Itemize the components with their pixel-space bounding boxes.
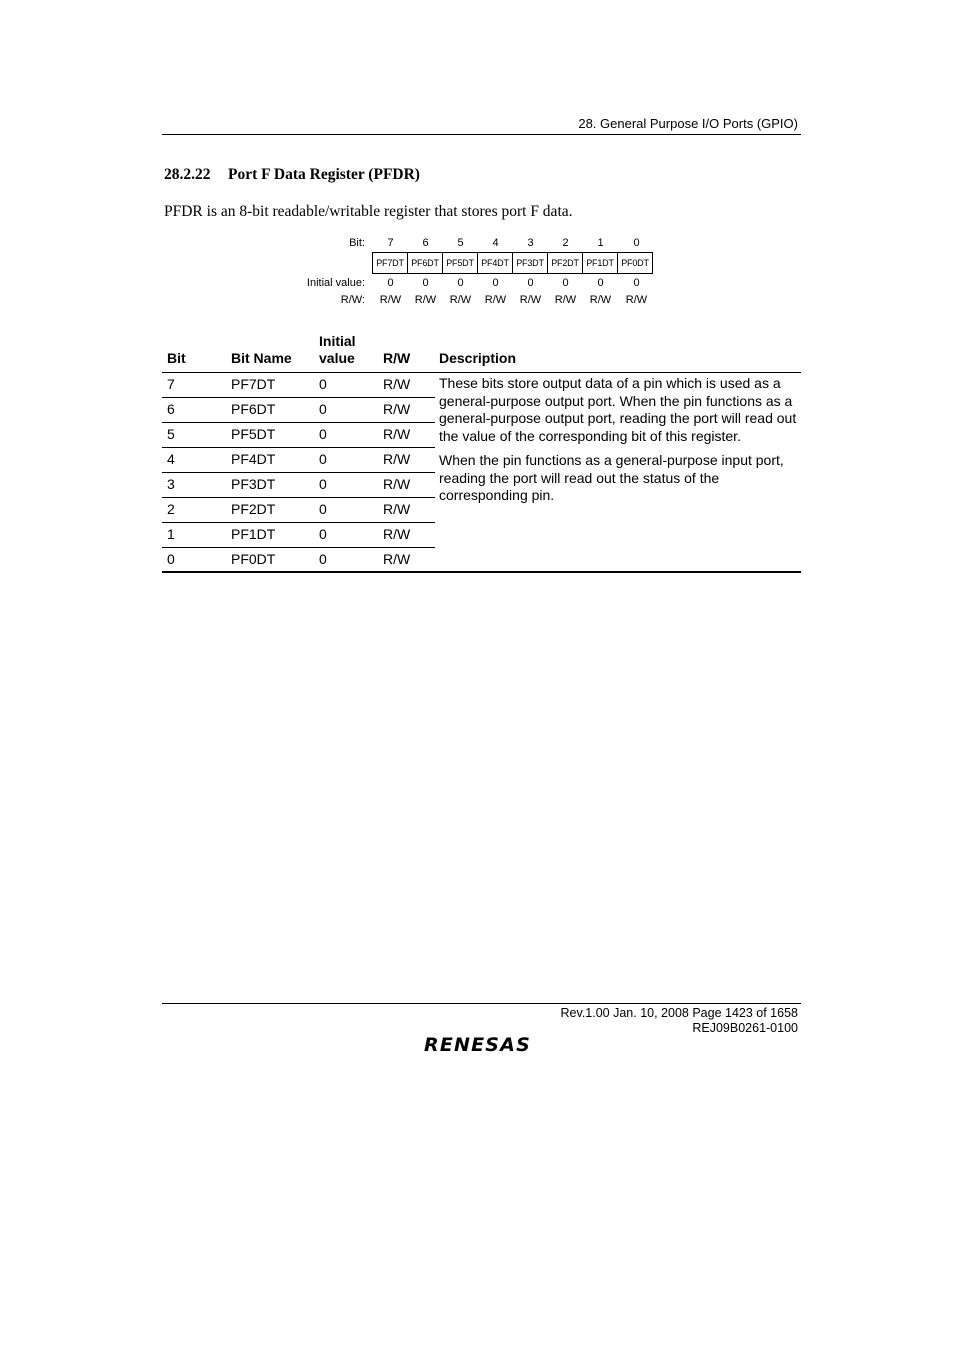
register-field: PF0DT	[618, 253, 653, 273]
table-row	[162, 498, 435, 523]
cell-initial: 0	[319, 551, 327, 567]
initial-value-label: Initial value:	[306, 277, 365, 289]
renesas-logo	[422, 1032, 542, 1061]
register-initial-row	[0, 277, 954, 293]
initial-value: 0	[562, 277, 569, 289]
register-field: PF6DT	[408, 253, 443, 273]
cell-initial: 0	[319, 401, 327, 417]
footer-doc-number: REJ09B0261-0100	[692, 1021, 798, 1035]
header-bit-name: Bit Name	[231, 350, 292, 366]
section-heading	[164, 166, 420, 184]
header-initial-line2: value	[319, 350, 355, 366]
cell-initial: 0	[319, 426, 327, 442]
cell-initial: 0	[319, 451, 327, 467]
rw-value: R/W	[379, 294, 402, 306]
initial-value: 0	[597, 277, 604, 289]
initial-value: 0	[527, 277, 534, 289]
cell-bit: 3	[167, 476, 175, 492]
running-header: 28. General Purpose I/O Ports (GPIO)	[578, 116, 798, 131]
cell-bit: 7	[167, 376, 175, 392]
rw-value: R/W	[589, 294, 612, 306]
cell-initial: 0	[319, 526, 327, 542]
bit-number: 1	[597, 237, 604, 249]
bit-number: 7	[387, 237, 394, 249]
table-row	[162, 548, 435, 572]
cell-bit: 5	[167, 426, 175, 442]
bit-number: 4	[492, 237, 499, 249]
bit-number: 3	[527, 237, 534, 249]
initial-value: 0	[492, 277, 499, 289]
register-field: PF3DT	[513, 253, 548, 273]
table-rows	[162, 373, 435, 572]
bit-number: 6	[422, 237, 429, 249]
cell-initial: 0	[319, 501, 327, 517]
cell-rw: R/W	[383, 476, 411, 492]
cell-rw: R/W	[383, 526, 411, 542]
cell-bit: 2	[167, 501, 175, 517]
bit-number: 0	[633, 237, 640, 249]
table-row	[162, 398, 435, 423]
cell-bit-name: PF7DT	[231, 376, 276, 392]
cell-bit: 1	[167, 526, 175, 542]
register-field: PF2DT	[548, 253, 583, 273]
rw-value: R/W	[519, 294, 542, 306]
register-field: PF5DT	[443, 253, 478, 273]
table-row	[162, 423, 435, 448]
cell-bit: 0	[167, 551, 175, 567]
cell-rw: R/W	[383, 501, 411, 517]
header-description: Description	[439, 350, 517, 366]
table-row	[162, 448, 435, 473]
cell-bit-name: PF1DT	[231, 526, 276, 542]
rw-label: R/W:	[340, 294, 365, 306]
cell-initial: 0	[319, 476, 327, 492]
cell-bit-name: PF4DT	[231, 451, 276, 467]
initial-value: 0	[422, 277, 429, 289]
footer-rule	[162, 1003, 801, 1004]
table-bottom-rule	[162, 571, 801, 573]
register-field: PF4DT	[478, 253, 513, 273]
rw-value: R/W	[554, 294, 577, 306]
header-bit: Bit	[167, 350, 186, 366]
cell-bit-name: PF3DT	[231, 476, 276, 492]
cell-rw: R/W	[383, 426, 411, 442]
rw-value: R/W	[484, 294, 507, 306]
renesas-logo-text: RENESAS	[424, 1034, 531, 1056]
cell-bit: 6	[167, 401, 175, 417]
table-header	[162, 330, 801, 373]
register-field-boxes	[372, 252, 653, 274]
rw-value: R/W	[414, 294, 437, 306]
register-field: PF7DT	[373, 253, 408, 273]
description-cell	[439, 375, 801, 511]
cell-rw: R/W	[383, 551, 411, 567]
cell-bit-name: PF2DT	[231, 501, 276, 517]
section-title: Port F Data Register (PFDR)	[228, 166, 420, 183]
cell-rw: R/W	[383, 401, 411, 417]
cell-rw: R/W	[383, 376, 411, 392]
intro-paragraph: PFDR is an 8-bit readable/writable register that stores port F data.	[164, 203, 573, 220]
bit-description-table	[162, 330, 801, 567]
cell-bit: 4	[167, 451, 175, 467]
register-bit-row	[0, 237, 954, 253]
register-field: PF1DT	[583, 253, 618, 273]
cell-bit-name: PF0DT	[231, 551, 276, 567]
table-row	[162, 473, 435, 498]
description-paragraph: When the pin functions as a general-purpose input port, reading the port will read out the status of the corresponding pin.	[439, 451, 784, 504]
header-rule	[162, 134, 801, 135]
cell-bit-name: PF6DT	[231, 401, 276, 417]
renesas-logo-mark	[422, 1032, 542, 1056]
bit-number: 2	[562, 237, 569, 249]
header-initial-value	[319, 333, 356, 367]
initial-value: 0	[633, 277, 640, 289]
initial-value: 0	[457, 277, 464, 289]
footer-revision: Rev.1.00 Jan. 10, 2008 Page 1423 of 1658	[560, 1006, 798, 1020]
header-rw: R/W	[383, 350, 411, 366]
rw-value: R/W	[625, 294, 648, 306]
section-number: 28.2.22	[164, 166, 211, 183]
register-rw-row	[0, 294, 954, 310]
initial-value: 0	[387, 277, 394, 289]
cell-rw: R/W	[383, 451, 411, 467]
bit-number: 5	[457, 237, 464, 249]
cell-bit-name: PF5DT	[231, 426, 276, 442]
description-paragraph: These bits store output data of a pin which is used as a general-purpose output port. When the pin functions as a general-purpose output port, reading the port will read out the value of the corresponding bit of this register.	[439, 375, 797, 445]
header-initial-line1: Initial	[319, 333, 356, 349]
table-row	[162, 373, 435, 398]
rw-value: R/W	[449, 294, 472, 306]
table-row	[162, 523, 435, 548]
bit-label: Bit:	[349, 237, 365, 249]
cell-initial: 0	[319, 376, 327, 392]
